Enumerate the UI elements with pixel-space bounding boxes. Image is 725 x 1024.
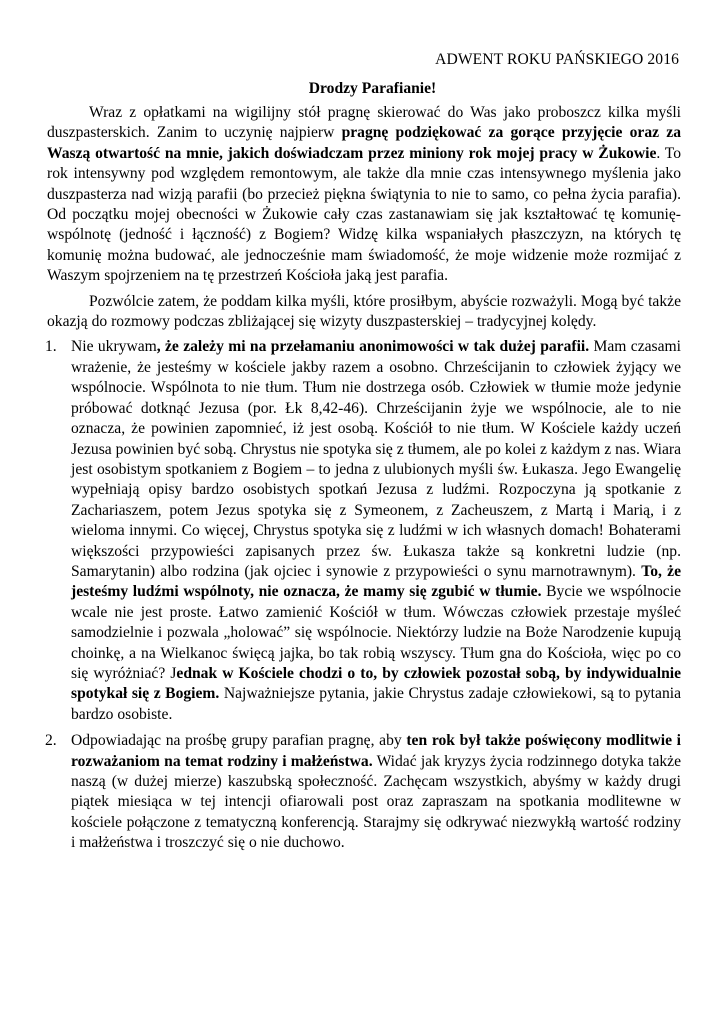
letter-body bbox=[47, 103, 681, 860]
item2-text-1: Odpowiadając na prośbę grupy parafian pragnę, aby bbox=[71, 732, 407, 750]
item1-bold-3: ednak w Kościele chodzi o to, by człowiek pozostał sobą, by indywidualnie spotykał się z Bogiem. bbox=[71, 664, 681, 703]
intro-bold-1: pragnę podziękować za gorące przyjęcie oraz za Waszą otwartość na mnie, jakich doświadczam przez miniony rok mojej pracy w Żukowie bbox=[47, 124, 681, 162]
item1-bold-1: , że zależy mi na przełamaniu anonimowości w tak dużej parafii. bbox=[156, 338, 590, 356]
intro-paragraph bbox=[47, 103, 681, 287]
list-number-1: 1. bbox=[45, 338, 57, 356]
item1-text-2: Mam czasami wrażenie, że jesteśmy w kościele jakby razem a osobno. Chrześcijanin to człowiek żyjący we wspólnocie. Wspólnota to nie tłum. Tłum nie dostrzega osób. Człowiek w tłumie może jedynie próbować dotknąć Jezusa (por. Łk 8,42-46). Chrześcijanin żyje we wspólnocie, ale to nie oznacza, że powinien zapomnieć, iż jest osobą. Kościół to nie tłum. W Kościele każdy uczeń Jezusa powinien być sobą. Chrystus nie spotyka się z tłumem, ale po kolei z każdym z nas. Wiara jest osobistym spotkaniem z Bogiem – to jedna z ulubionych myśli św. Łukasza. Jego Ewangelię wypełniają opisy bardzo osobistych spotkań Jezusa z ludźmi. Rozpoczyna ją spotkanie z Zachariaszem, potem Jezus spotyka się z Symeonem, z Zacheuszem, z Martą i Marią, i z wieloma innymi. Co więcej, Chrystus spotyka się z ludźmi w ich własnych domach! Bohaterami większości przypowieści zapisanych przez św. Łukasza także są konkretni ludzie (np. Samarytanin) albo rodzina (jak ojciec i synowie z przypowieści o synu marnotrawnym). bbox=[71, 338, 681, 580]
item2-bold-1: ten rok był także poświęcony modlitwie i rozważaniom na temat rodziny i małżeństwa. bbox=[71, 732, 682, 770]
list-item-2 bbox=[47, 731, 681, 853]
second-paragraph: Pozwólcie zatem, że poddam kilka myśli, które prosiłbym, abyście rozważyli. Mogą być także okazją do rozmowy podczas zbliżającej się wizyty duszpasterskiej – tradycyjnej kolędy. bbox=[47, 292, 681, 331]
item2-text-2: Widać jak kryzys życia rodzinnego dotyka także naszą (w dużej mierze) kaszubską społeczność. Zachęcam wszystkich, abyśmy w każdy drugi piątek miesiąca w tej intencji ofiarowali post oraz zapraszam na spotkania modlitewne w kościele połączone z tematyczną konferencją. Starajmy się odkrywać niezwykłą wartość rodziny i małżeństwa i troszczyć się o nie duchowo. bbox=[71, 752, 682, 852]
list-item-1 bbox=[47, 337, 681, 725]
item1-text-1: Nie ukrywam bbox=[71, 338, 157, 356]
intro-text-1: Wraz z opłatkami na wigilijny stół pragnę skierować do Was jako proboszcz kilka myśli duszpasterskich. Zanim to uczynię najpierw bbox=[47, 104, 681, 142]
numbered-list bbox=[47, 337, 681, 853]
item1-text-4: Najważniejsze pytania, jakie Chrystus zadaje człowiekowi, są to pytania bardzo osobiste. bbox=[71, 685, 681, 723]
intro-text-2: . To rok intensywny pod względem remontowym, ale także dla mnie czas intensywnego myślenia jako duszpasterza nad wizją parafii (bo przecież piękna świątynia to nie to samo, co pełna życia parafia). Od początku mojej obecności w Żukowie cały czas zastanawiam się jak kształtować tę komunię-wspólnotę (jedność i łączność) z Bogiem? Widzę kilka wspaniałych płaszczyzn, na których tę komunię można budować, ale jednocześnie mam świadomość, że moje widzenie może rozmijać z Waszym spojrzeniem na tę przestrzeń Kościoła jaką jest parafia. bbox=[47, 144, 681, 285]
letter-header: ADWENT ROKU PAŃSKIEGO 2016 bbox=[435, 51, 679, 68]
list-number-2: 2. bbox=[45, 732, 57, 750]
item1-text-3: Bycie we wspólnocie wcale nie jest proste. Łatwo zamienić Kościół w tłum. Wówczas człowiek przestaje myśleć samodzielnie i pozwala „holować” się wspólnocie. Niektórzy ludzie na Boże Narodzenie kupują choinkę, a na Wielkanoc święcą jajka, bo tak robią wszyscy. Tłum gna do Kościoła, więc po co się wyróżniać? J bbox=[71, 583, 681, 682]
item1-bold-2: To, że jesteśmy ludźmi wspólnoty, nie oznacza, że mamy się zgubić w tłumie. bbox=[71, 562, 681, 601]
greeting: Drodzy Parafianie! bbox=[308, 80, 437, 97]
